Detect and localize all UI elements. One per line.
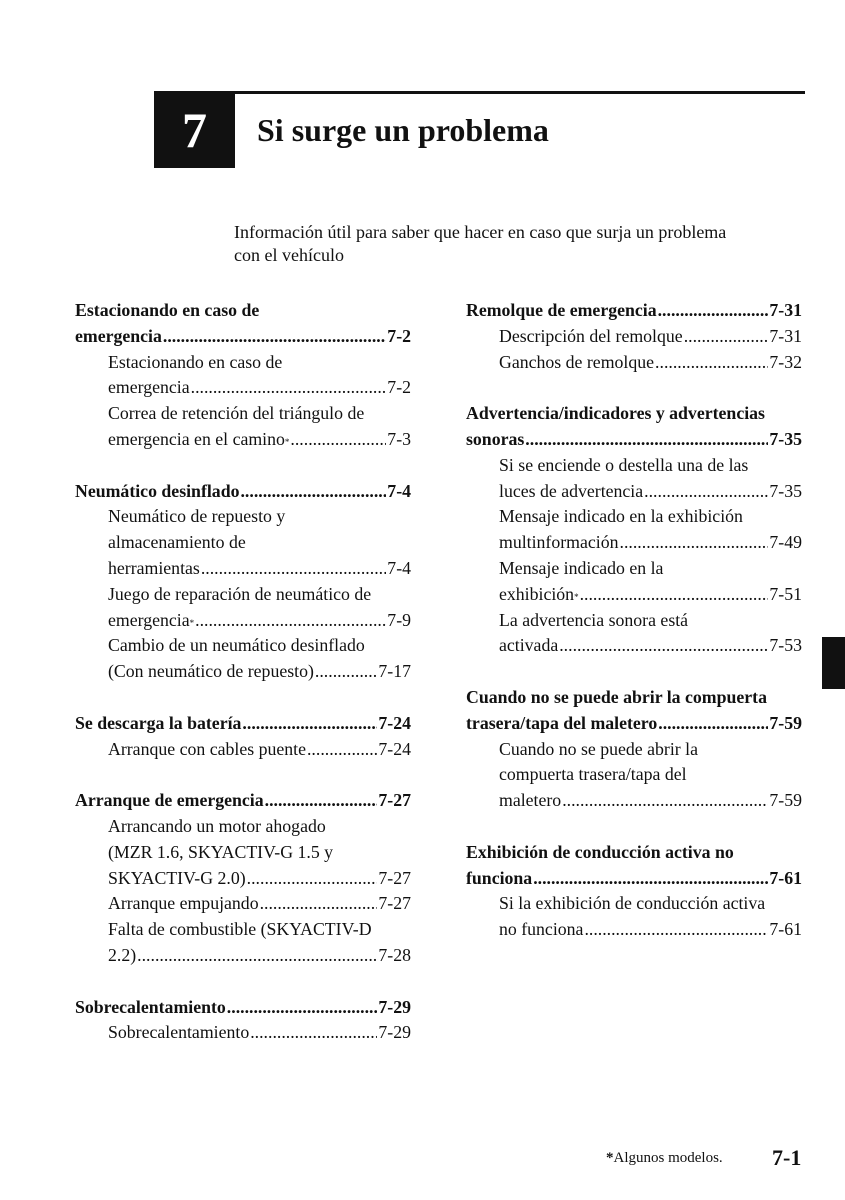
dot-leader [163,324,386,350]
toc-page-ref: 7-2 [387,325,411,346]
dot-leader [315,659,378,685]
toc-page-ref: 7-24 [378,712,411,733]
dot-leader [201,556,386,582]
toc-left-column [75,298,411,1072]
toc-page-ref: 7-35 [769,480,802,501]
toc-page-ref: 7-35 [769,428,802,449]
toc-entry-line [75,891,411,917]
toc-entry-text: multinformación [499,532,619,553]
toc-entry-text: emergencia [108,609,190,630]
toc-heading-line [75,788,411,814]
chapter-number: 7 [182,101,207,158]
toc-entry-text: Estacionando en caso de [75,300,260,320]
toc-entry-text: Cuando no se puede abrir la compuerta [466,686,767,707]
toc-section [466,401,802,659]
toc-entry-text: Arranque con cables puente [108,738,306,759]
toc-heading-line [466,401,802,427]
toc-section [75,298,411,453]
toc-entry-line [466,504,802,530]
toc-entry-text: luces de advertencia [499,480,644,501]
dot-leader [260,891,378,917]
toc-entry-text: Arrancando un motor ahogado [108,815,326,836]
toc-entry-text: (MZR 1.6, SKYACTIV-G 1.5 y [108,841,334,862]
toc-entry-text: Correa de retención del triángulo de [108,403,365,424]
toc-page-ref: 7-2 [387,377,411,398]
dot-leader [525,427,768,453]
toc-entry-text: emergencia [75,325,162,346]
dot-leader [658,298,769,324]
toc-entry-line [75,401,411,427]
toc-entry-line [75,866,411,892]
dot-leader [584,917,768,943]
toc-heading-line [466,711,802,737]
chapter-number-box [154,91,235,168]
toc-entry-text: no funciona [499,919,584,940]
dot-leader [655,350,768,376]
page-number: 7-1 [772,1145,802,1170]
toc-entry-text: compuerta trasera/tapa del [499,764,687,785]
dot-leader [684,324,769,350]
toc-entry-text: Cambio de un neumático desinflado [108,635,365,656]
toc-section [75,711,411,763]
toc-entry-text: Mensaje indicado en la exhibición [499,506,743,527]
toc-entry-line [466,788,802,814]
toc-entry-line: emergencia en el camino * ..... 7-3 [75,427,411,453]
toc-entry-text: Ganchos de remolque [499,351,655,372]
dot-leader [247,866,378,892]
toc-page-ref: 7-51 [769,583,802,604]
toc-entry-line [75,633,411,659]
toc-heading-line [75,479,411,505]
toc-entry-text: maletero [499,790,562,811]
toc-entry-text: activada [499,635,559,656]
toc-entry-text: (Con neumático de repuesto) [108,661,314,682]
toc-page-ref: 7-9 [387,609,411,630]
chapter-header-rule [235,91,805,94]
toc-page-ref: 7-61 [769,867,802,888]
toc-entry-line [75,917,411,943]
toc-entry-line [466,917,802,943]
toc-page-ref: 7-59 [769,712,802,733]
toc-entry-text: Descripción del remolque [499,325,683,346]
toc-heading-line [75,298,411,324]
chapter-title: Si surge un problema [257,112,549,148]
toc-page-ref: 7-49 [769,532,802,553]
toc-section [466,840,802,943]
toc-entry-line [75,659,411,685]
toc-page-ref: 7-4 [387,480,411,501]
toc-heading-line [75,324,411,350]
toc-section [466,685,802,814]
toc-entry-text: La advertencia sonora está [499,609,689,630]
toc-page-ref: 7-29 [378,996,411,1017]
dot-leader [533,866,768,892]
dot-leader [620,530,769,556]
toc-entry-line: emergencia * ..... 7-9 [75,608,411,634]
toc-entry-text: Neumático desinflado [75,480,240,501]
footnote-text: Algunos modelos. [613,1150,723,1166]
dot-leader [242,711,377,737]
toc-entry-text: Juego de reparación de neumático de [108,583,372,604]
toc-entry-text: 2.2) [108,944,137,965]
toc-page-ref: 7-17 [378,661,411,682]
dot-leader [658,711,768,737]
toc-entry-line [466,762,802,788]
toc-entry-line: exhibición * ..... 7-51 [466,582,802,608]
toc-entry-text: herramientas [108,557,200,578]
toc-entry-line [75,556,411,582]
toc-page-ref: 7-59 [769,790,802,811]
toc-entry-line [75,375,411,401]
toc-entry-text: Si se enciende o destella una de las [499,454,749,475]
toc-entry-line [75,943,411,969]
toc-entry-text: Neumático de repuesto y [108,506,286,527]
chapter-thumb-tab [822,637,845,689]
toc-page-ref: 7-24 [378,738,411,759]
toc-entry-text: Arranque de emergencia [75,790,264,811]
toc-page-ref: 7-31 [769,325,802,346]
toc-entry-text: Arranque empujando [108,893,259,914]
dot-leader [137,943,377,969]
toc-section [466,298,802,375]
toc-entry-text: Mensaje indicado en la [499,557,664,578]
intro-line: con el vehículo [234,245,344,265]
toc-entry-text: Sobrecalentamiento [108,1022,250,1043]
toc-page-ref: 7-27 [378,893,411,914]
toc-page-ref: 7-3 [387,428,411,449]
toc-entry-line [466,737,802,763]
toc-entry-line [466,350,802,376]
toc-entry-text: Exhibición de conducción activa no [466,841,734,862]
toc-page-ref: 7-32 [769,351,802,372]
toc-entry-text: funciona [466,867,533,888]
toc-page-ref: 7-27 [378,867,411,888]
toc-section [75,788,411,969]
dot-leader [195,608,386,634]
toc-entry-line [466,530,802,556]
toc-heading-line [75,711,411,737]
toc-entry-text: Sobrecalentamiento [75,996,226,1017]
dot-leader [559,633,768,659]
dot-leader [191,375,387,401]
toc-entry-text: emergencia [108,377,190,398]
toc-entry-line [75,350,411,376]
toc-heading-line [75,995,411,1021]
toc-entry-line [466,479,802,505]
toc-heading-line [466,298,802,324]
toc-entry-line [75,530,411,556]
toc-entry-text: Falta de combustible (SKYACTIV-D [108,919,372,940]
toc-right-column [466,298,802,969]
toc-entry-text: exhibición [499,583,575,604]
toc-entry-text: sonoras [466,428,525,449]
dot-leader [250,1020,377,1046]
toc-entry-text: Se descarga la batería [75,712,242,733]
toc-heading-line [466,427,802,453]
toc-page-ref: 7-61 [769,919,802,940]
chapter-intro [234,221,794,267]
toc-heading-line [466,685,802,711]
dot-leader [227,995,378,1021]
toc-entry-text: Estacionando en caso de [108,351,283,372]
toc-page-ref: 7-28 [378,944,411,965]
toc-page-ref: 7-53 [769,635,802,656]
toc-entry-text: trasera/tapa del maletero [466,712,658,733]
toc-entry-line [466,633,802,659]
toc-entry-line [75,840,411,866]
toc-entry-text: Si la exhibición de conducción activa [499,893,766,914]
dot-leader [580,582,769,608]
toc-entry-line [75,582,411,608]
footnote [606,1150,723,1167]
toc-entry-text: Remolque de emergencia [466,300,657,320]
dot-leader [644,479,768,505]
dot-leader [290,427,386,453]
toc-page-ref: 7-29 [378,1022,411,1043]
toc-entry-text: almacenamiento de [108,532,246,553]
toc-entry-line [75,1020,411,1046]
toc-entry-line [75,814,411,840]
dot-leader [307,737,377,763]
dot-leader [562,788,768,814]
footnote-mark: * [606,1150,614,1166]
dot-leader [265,788,378,814]
toc-entry-line [466,608,802,634]
toc-entry-text: emergencia en el camino [108,428,285,449]
toc-entry-line [466,453,802,479]
toc-page-ref: 7-27 [378,790,411,811]
toc-entry-line [466,324,802,350]
intro-line: Información útil para saber que hacer en caso que surja un problema [234,222,727,242]
toc-section [75,479,411,685]
toc-entry-line [75,737,411,763]
toc-heading-line [466,840,802,866]
toc-entry-line [466,556,802,582]
dot-leader [240,479,386,505]
toc-page-ref: 7-4 [387,557,411,578]
toc-section [75,995,411,1047]
toc-entry-text: SKYACTIV-G 2.0) [108,867,246,888]
toc-entry-line [466,891,802,917]
toc-page-ref: 7-31 [769,300,802,320]
toc-entry-line [75,504,411,530]
toc-entry-text: Advertencia/indicadores y advertencias [466,403,765,424]
toc-heading-line [466,866,802,892]
toc-entry-text: Cuando no se puede abrir la [499,738,698,759]
